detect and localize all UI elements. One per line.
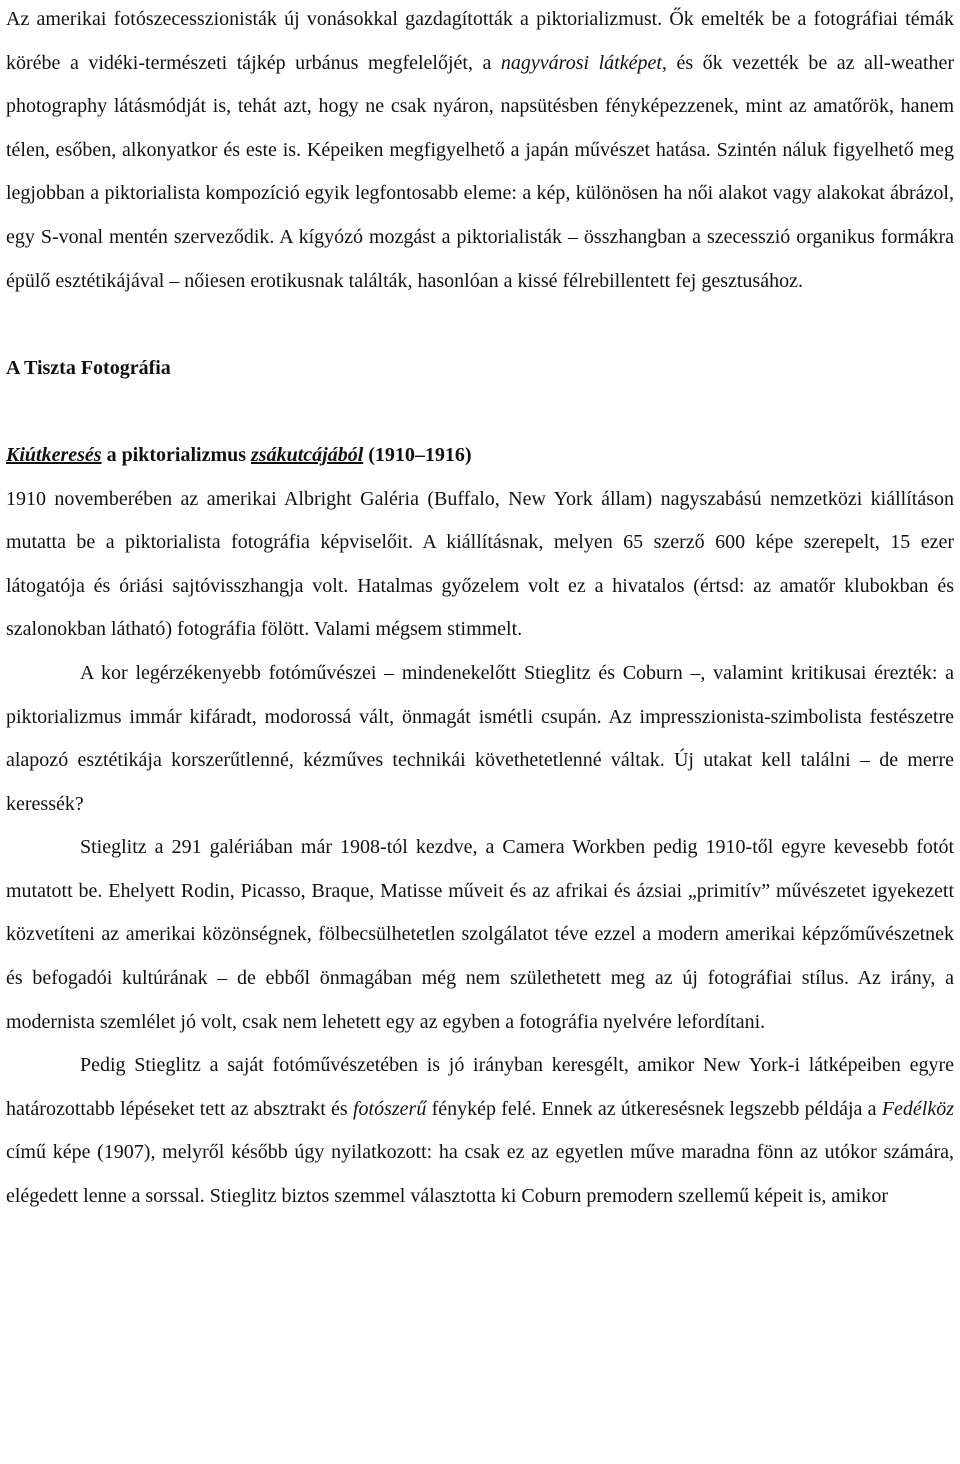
paragraph-intro-text-1: Az amerikai fotószecesszionisták új vonásokkal gazdagították a piktorializmust. Ők emelték be a fotográfiai témák körébe a vidéki-természeti tájkép urbánus megfelelőjét, a: [6, 8, 954, 74]
paragraph-albright: 1910 novemberében az amerikai Albright Galéria (Buffalo, New York állam) nagyszabású nemzetközi kiállításon mutatta be a piktorialista fotográfia képviselőit. A kiállításnak, melyen 65 szerző 600 képe szerepelt, 15 ezer látogatója és óriási sajtóvisszhangja volt. Hatalmas győzelem volt ez a hivatalos (értsd: az amatőr klubokban és szalonokban látható) fotográfia fölött. Valami mégsem stimmelt.: [6, 487, 954, 641]
document-page: [6, 0, 954, 1219]
paragraph-intro: [6, 0, 954, 303]
italic-term-nagyvarosi-latkep: nagyvárosi látképet: [500, 51, 662, 74]
paragraph-intro-text-2: , és ők vezették be az all-weather photography látásmódját is, tehát azt, hogy ne csak nyáron, napsütésben fényképezzenek, mint az amatőrök, hanem télen, esőben, alkonyatkor és este is. Képeiken megfigyelhető a japán művészet hatása. Szintén náluk figyelhető meg legjobban a piktorialista kompozíció egyik legfontosabb eleme: a kép, különösen ha női alakot vagy alakokat ábrázol, egy S-vonal mentén szerveződik. A kígyózó mozgást a piktorialisták – összhangban a szecesszió organikus formákra épülő esztétikájával – nőiesen erotikusnak találták, hasonlóan a kissé félrebillentett fej gesztusához.: [6, 51, 955, 292]
paragraph-kor: A kor legérzékenyebb fotóművészei – mindenekelőtt Stieglitz és Coburn –, valamint kritikusai érezték: a piktorializmus immár kifáradt, modorossá vált, önmagát ismétli csupán. Az impresszionista-szimbolista festészetre alapozó esztétikája korszerűtlenné, kézműves technikái követhetetlenné váltak. Új utakat kell találni – de merre keressék?: [6, 661, 954, 815]
paragraph-stieglitz-text-2: fénykép felé. Ennek az útkeresésnek legszebb példája a: [426, 1097, 882, 1120]
section-title: A Tiszta Fotográfia: [6, 356, 171, 379]
paragraph-stieglitz-text-1: Pedig Stieglitz a saját fotóművészetében is jó irányban keresgélt, amikor New York-i látképeiben egyre határozottabb lépéseket tett az absztrakt és: [6, 1054, 954, 1120]
spacer: [6, 390, 954, 434]
italic-title-fedelkoz: Fedélköz: [881, 1097, 955, 1120]
italic-term-fotoszeru: fotószerű: [352, 1097, 427, 1120]
paragraph-291-galeria: Stieglitz a 291 galériában már 1908-tól kezdve, a Camera Workben pedig 1910-től egyre kevesebb fotót mutatott be. Ehelyett Rodin, Picasso, Braque, Matisse műveit és az afrikai és ázsiai „primitív” művészetet igyekezett közvetíteni az amerikai közönségnek, fölbecsülhetetlen szolgálatot téve ezzel a modern amerikai képzőművészetnek és befogadói kultúrának – de ebből önmagában még nem születhetett meg az új fotográfiai stílus. Az irány, a modernista szemlélet jó volt, csak nem lehetett egy az egyben a fotográfia nyelvére lefordítani.: [6, 836, 954, 1033]
subtitle-kiutkereses: Kiútkeresés: [6, 443, 102, 466]
subtitle-years: (1910–1916): [363, 443, 472, 466]
section-subtitle: [6, 434, 954, 478]
paragraph-stieglitz-text-3: című képe (1907), melyről később úgy nyilatkozott: ha csak ez az egyetlen műve maradna fönn az utókor számára, elégedett lenne a sorssal. Stieglitz biztos szemmel választotta ki Coburn premodern szellemű képeit is, amikor: [6, 1141, 954, 1208]
subtitle-middle: a piktorializmus: [101, 443, 252, 466]
paragraph-stieglitz: [6, 1044, 954, 1218]
spacer: [6, 303, 954, 347]
subtitle-zsakutcajabol: zsákutcájából: [251, 443, 364, 466]
